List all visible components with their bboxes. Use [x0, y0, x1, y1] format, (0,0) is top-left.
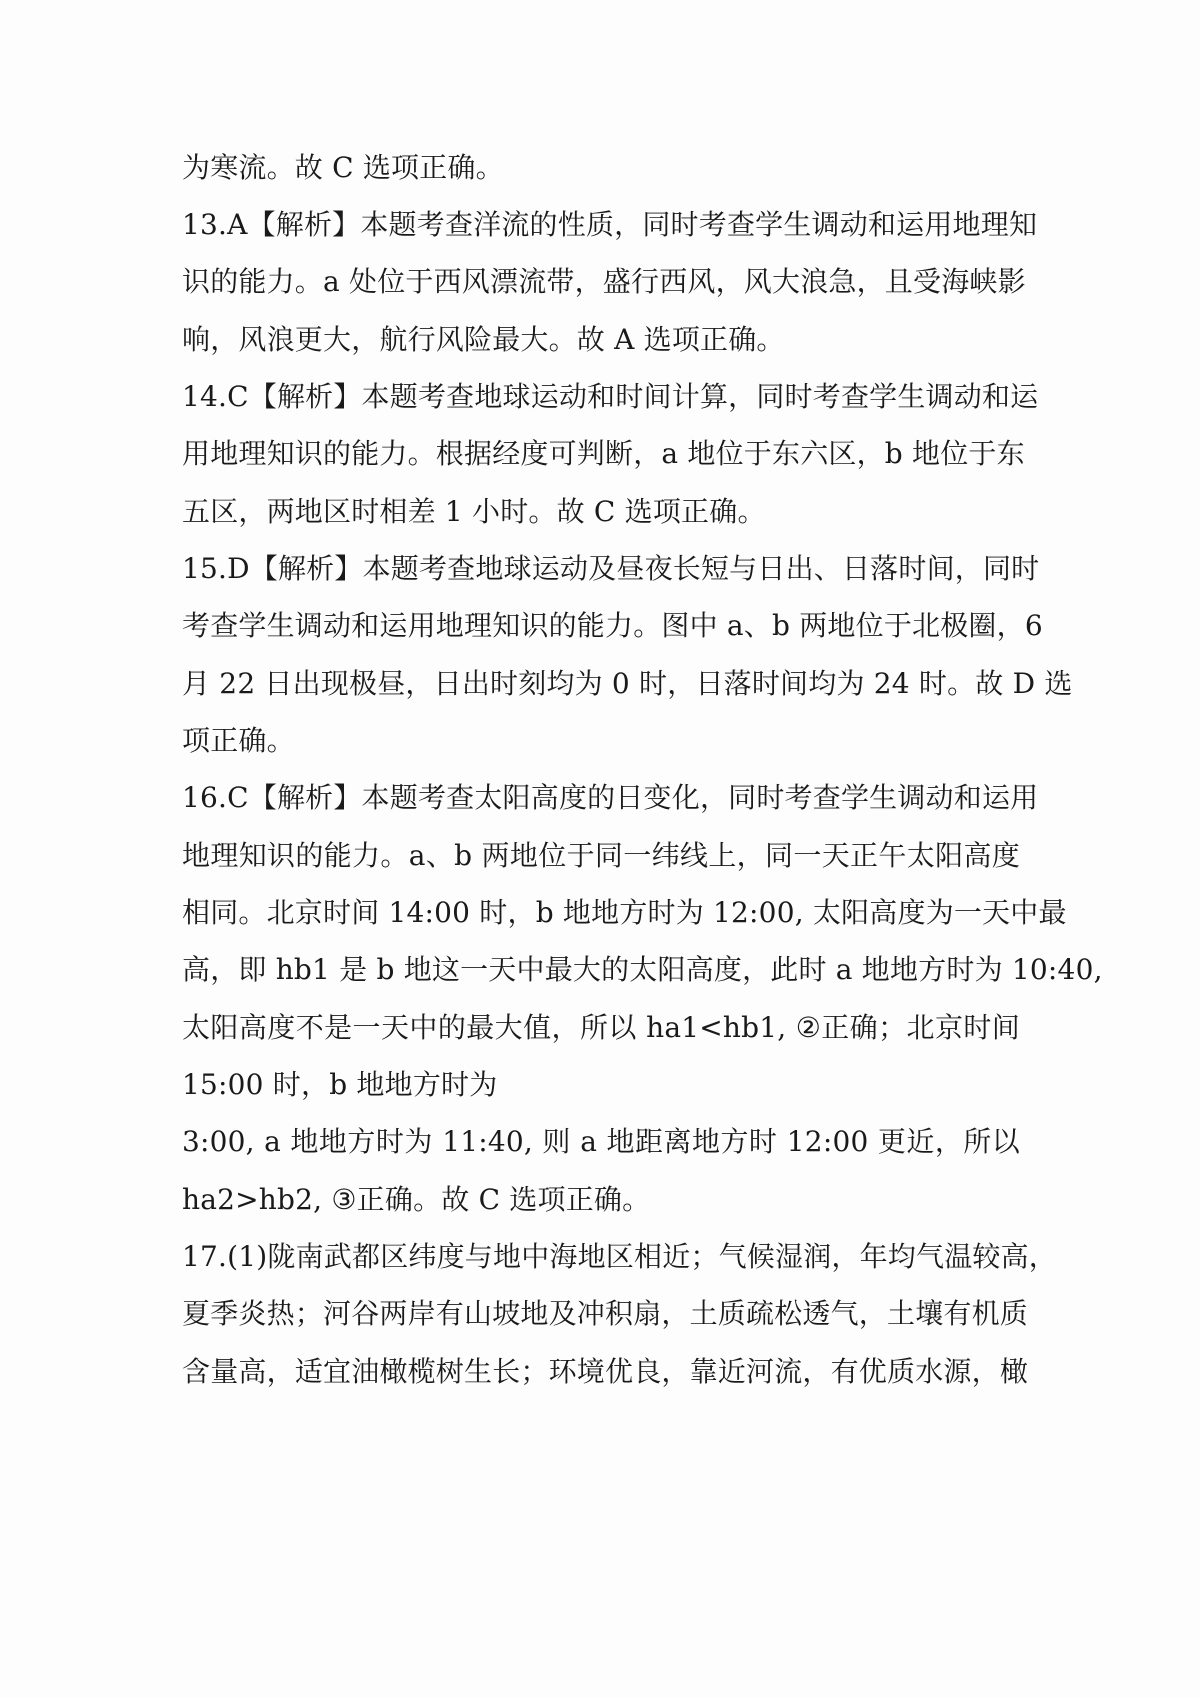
text-line-14: 相同。北京时间 14:00 时，b 地地方时为 12:00, 太阳高度为一天中最 — [182, 896, 1067, 929]
text-line-10: 月 22 日出现极昼，日出时刻均为 0 时，日落时间均为 24 时。故 D 选 — [182, 667, 1073, 700]
text-line-1: 为寒流。故 C 选项正确。 — [182, 151, 504, 184]
text-line-19: ha2>hb2, ③正确。故 C 选项正确。 — [182, 1183, 651, 1216]
text-line-22: 含量高，适宜油橄榄树生长；环境优良，靠近河流，有优质水源，橄 — [182, 1355, 1029, 1388]
text-line-15: 高，即 hb1 是 b 地这一天中最大的太阳高度，此时 a 地地方时为 10:40, — [182, 953, 1103, 986]
text-line-7: 五区，两地区时相差 1 小时。故 C 选项正确。 — [182, 495, 766, 528]
text-line-17: 15:00 时，b 地地方时为 — [182, 1068, 498, 1101]
text-line-20: 17.(1)陇南武都区纬度与地中海地区相近；气候湿润，年均气温较高， — [182, 1240, 1057, 1273]
text-line-8: 15.D【解析】本题考查地球运动及昼夜长短与日出、日落时间，同时 — [182, 552, 1040, 585]
text-line-5: 14.C【解析】本题考查地球运动和时间计算，同时考查学生调动和运 — [182, 380, 1039, 413]
text-line-6: 用地理知识的能力。根据经度可判断，a 地位于东六区，b 地位于东 — [182, 437, 1025, 470]
text-line-12: 16.C【解析】本题考查太阳高度的日变化，同时考查学生调动和运用 — [182, 781, 1039, 814]
text-line-2: 13.A【解析】本题考查洋流的性质，同时考查学生调动和运用地理知 — [182, 208, 1038, 241]
text-line-21: 夏季炎热；河谷两岸有山坡地及冲积扇，土质疏松透气，土壤有机质 — [182, 1297, 1029, 1330]
text-line-3: 识的能力。a 处位于西风漂流带，盛行西风，风大浪急，且受海峡影 — [182, 265, 1026, 298]
text-line-16: 太阳高度不是一天中的最大值，所以 ha1<hb1, ②正确；北京时间 — [182, 1011, 1020, 1044]
text-line-18: 3:00, a 地地方时为 11:40, 则 a 地距离地方时 12:00 更近，所以 — [182, 1125, 1020, 1158]
text-line-4: 响，风浪更大，航行风险最大。故 A 选项正确。 — [182, 323, 785, 356]
text-line-13: 地理知识的能力。a、b 两地位于同一纬线上，同一天正午太阳高度 — [182, 839, 1020, 872]
text-line-11: 项正确。 — [182, 724, 295, 757]
text-line-9: 考查学生调动和运用地理知识的能力。图中 a、b 两地位于北极圈，6 — [182, 609, 1043, 642]
